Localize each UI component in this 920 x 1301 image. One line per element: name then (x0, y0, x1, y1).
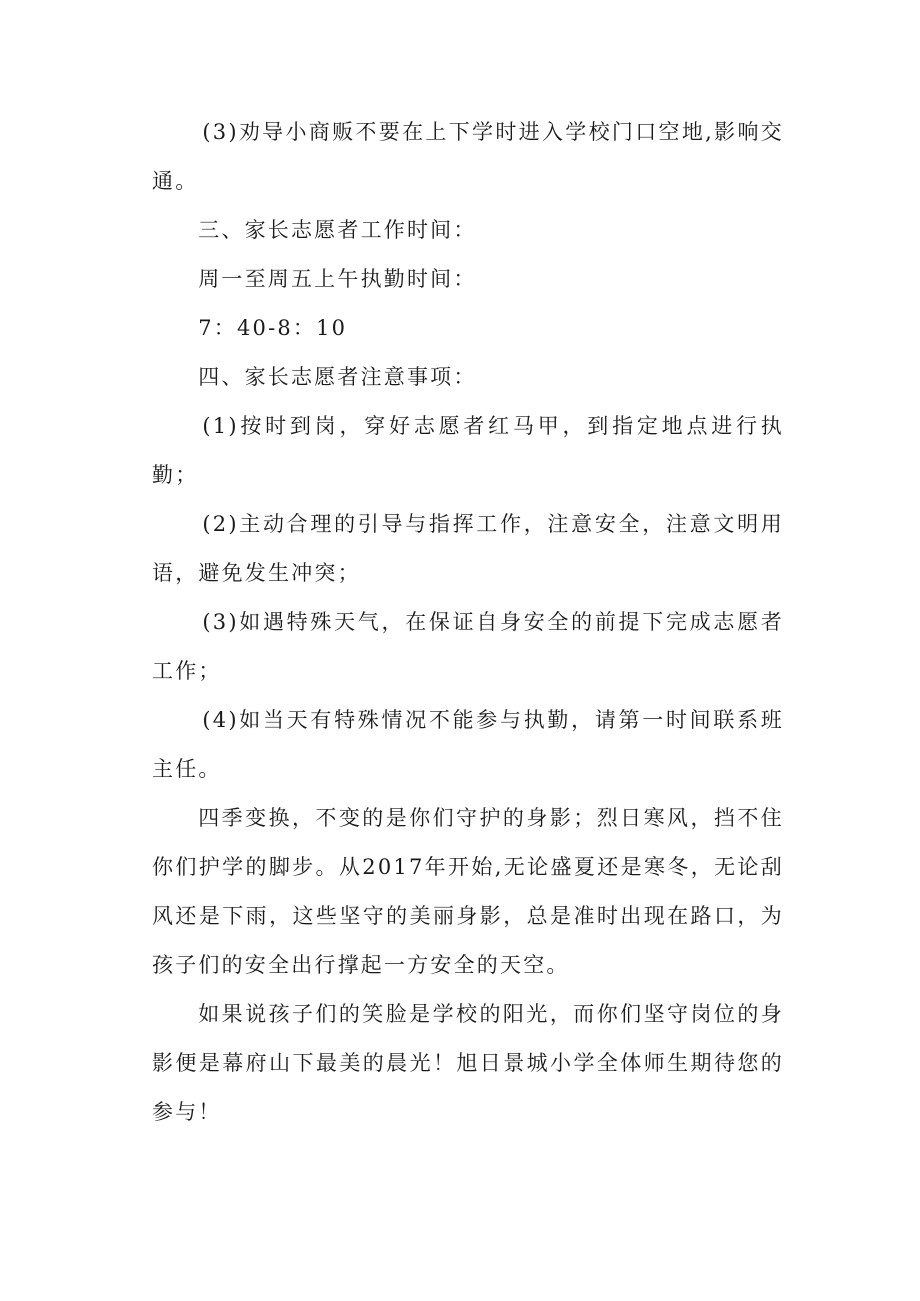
note-item-3: (3)如遇特殊天气，在保证自身安全的前提下完成志愿者工作； (152, 610, 784, 683)
note-item-4: (4)如当天有特殊情况不能参与执勤，请第一时间联系班主任。 (152, 708, 784, 781)
closing-paragraph-2: 如果说孩子们的笑脸是学校的阳光，而你们坚守岗位的身影便是幕府山下最美的晨光！旭日景城小学全体师生期待您的参与！ (152, 1002, 784, 1124)
item-traffic-vendors: (3)劝导小商贩不要在上下学时进入学校门口空地,影响交通。 (152, 120, 784, 193)
duty-days: 周一至周五上午执勤时间： (198, 267, 477, 291)
document-body (152, 108, 784, 1137)
note-item-1: (1)按时到岗，穿好志愿者红马甲，到指定地点进行执勤； (152, 414, 784, 487)
closing-paragraph-1: 四季变换，不变的是你们守护的身影；烈日寒风，挡不住你们护学的脚步。从2017年开始,无论盛夏还是寒冬，无论刮风还是下雨，这些坚守的美丽身影，总是准时出现在路口，为孩子们的安全出行撑起一方安全的天空。 (152, 806, 784, 977)
duty-hours: 7：40-8：10 (198, 316, 348, 340)
section-heading-work-time: 三、家长志愿者工作时间： (198, 218, 477, 242)
note-item-2: (2)主动合理的引导与指挥工作，注意安全，注意文明用语，避免发生冲突； (152, 512, 784, 585)
section-heading-notes: 四、家长志愿者注意事项： (198, 365, 477, 389)
